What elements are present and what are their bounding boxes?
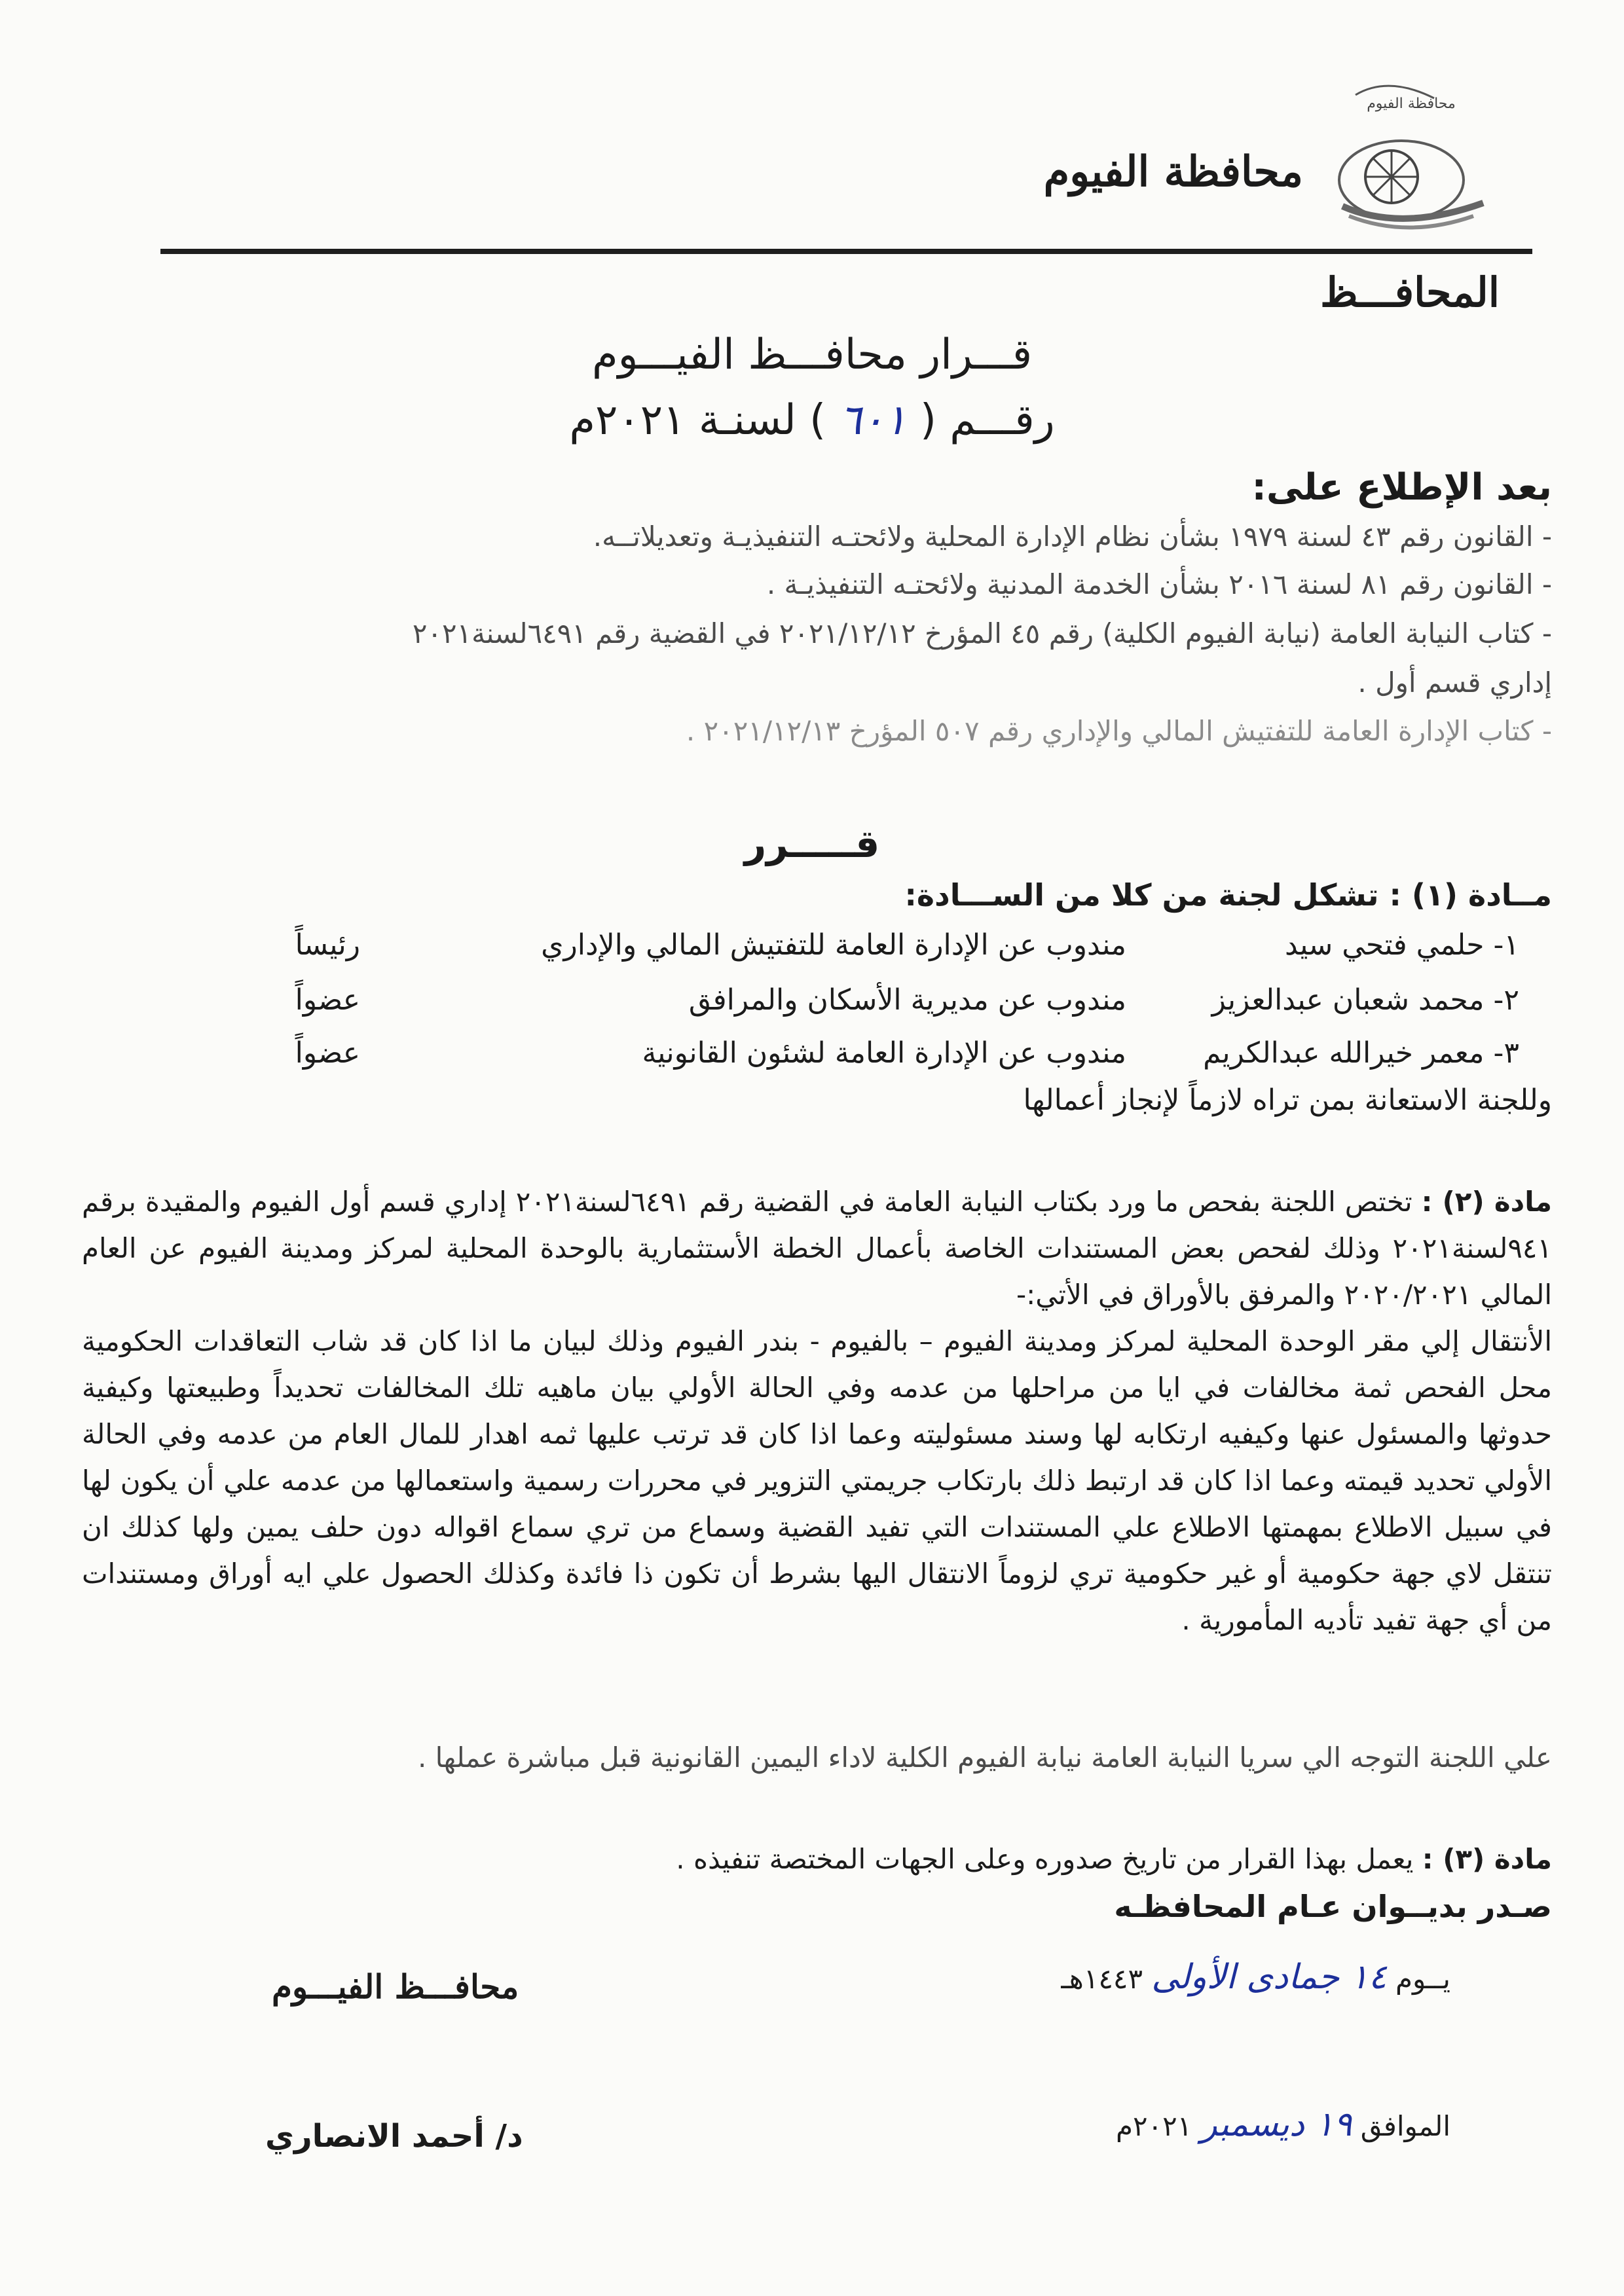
gregorian-date-year: ٢٠٢١م bbox=[1115, 2110, 1192, 2142]
decree-number-suffix: ) لسنـة ٢٠٢١م bbox=[569, 396, 826, 445]
header-divider bbox=[160, 249, 1532, 254]
waterwheel-logo-icon bbox=[1329, 69, 1490, 242]
article-2-label: مادة (٢) : bbox=[1421, 1186, 1552, 1218]
member-representation: مندوب عن مديرية الأسكان والمرافق bbox=[688, 983, 1126, 1017]
governorate-logo bbox=[1329, 69, 1490, 242]
committee-member bbox=[85, 928, 1552, 968]
hijri-date-year: ١٤٤٣هـ bbox=[1061, 1963, 1143, 1995]
svg-text:محافظة الفيوم: محافظة الفيوم bbox=[1367, 96, 1456, 112]
signature-title: محافـــظ الفيـــوم bbox=[272, 1967, 519, 2006]
issued-line: صـدر بديــوان عـام المحافظـه bbox=[1114, 1889, 1552, 1924]
article-2 bbox=[82, 1178, 1552, 1643]
article-2-intro-text: تختص اللجنة بفحص ما ورد بكتاب النيابة العامة في القضية رقم ٦٤٩١لسنة٢٠٢١ إداري قسم أول الفيوم والمقيدة برقم ٩٤١لسنة٢٠٢١ وذلك لفحص بعض المستندات الخاصة بأعمال الخطة الأستثمارية بالوحدة المحلية لمركز ومدينة الفيوم عن العام المالي ٢٠٢٠/٢٠٢١ والمرفق بالأوراق في الأتي:- bbox=[82, 1186, 1552, 1311]
office-label: المحافـــظ bbox=[1320, 268, 1500, 316]
member-name: ١- حلمي فتحي سيد bbox=[1285, 928, 1519, 962]
preamble-item: - كتاب الإدارة العامة للتفتيش المالي والإداري رقم ٥٠٧ المؤرخ ٢٠٢١/١٢/١٣ . bbox=[686, 715, 1552, 747]
member-role: رئيساً bbox=[295, 928, 360, 962]
article-1-note: وللجنة الاستعانة بمن تراه لازماً لإنجاز أعمالها bbox=[1023, 1084, 1552, 1117]
article-2-intro bbox=[82, 1178, 1552, 1318]
article-3 bbox=[676, 1843, 1552, 1875]
article-2-body: الأنتقال إلي مقر الوحدة المحلية لمركز ومدينة الفيوم – بالفيوم - بندر الفيوم وذلك لبيان ما اذا كان قد شاب التعاقدات الحكومية محل الفحص ثمة مخالفات في ايا من مراحلها من عدمه وفي الحالة الأولي بيان ماهيه تلك المخالفات تحديداً وطبيعتها وكيفية حدوثها والمسئول عنها وكيفيه ارتكابه لها وسند مسئوليته وعما اذا كان قد ترتب عليها ثمه اهدار للمال العام من عدمه وفي الحالة الأولي تحديد قيمته وعما اذا كان قد ارتبط ذلك بارتكاب جريمتي التزوير في محررات رسمية واستعمالها من عدمه علي أن يكون لها في سبيل الاطلاع بمهمتها الاطلاع علي المستندات التي تفيد القضية وسماع من تري سماع اقواله دون حلف يمين ولها كذلك ان تنتقل لاي جهة حكومية أو غير حكومية تري لزوماً الانتقال اليها بشرط أن تكون ذا فائدة وكذلك الحصول علي ايه أوراق ومستندات من أي جهة تفيد تأديه المأمورية . bbox=[82, 1325, 1552, 1636]
hijri-date-handwritten: ١٤ جمادى الأولى bbox=[1151, 1958, 1387, 1997]
member-name: ٢- محمد شعبان عبدالعزيز bbox=[1211, 983, 1519, 1017]
preamble-item: - كتاب النيابة العامة (نيابة الفيوم الكلية) رقم ٤٥ المؤرخ ٢٠٢١/١٢/١٢ في القضية رقم ٦٤٩١لسنة٢٠٢١ bbox=[412, 617, 1552, 649]
article-3-text: يعمل بهذا القرار من تاريخ صدوره وعلى الجهات المختصة تنفيذه . bbox=[676, 1843, 1414, 1875]
gregorian-date bbox=[1116, 2105, 1450, 2144]
gregorian-date-prefix: الموافق bbox=[1360, 2110, 1450, 2142]
gregorian-date-handwritten: ١٩ ديسمبر bbox=[1200, 2105, 1352, 2144]
hijri-date bbox=[1061, 1958, 1450, 1997]
signature-name: د/ أحمد الانصاري bbox=[265, 2118, 523, 2155]
committee-member bbox=[85, 983, 1552, 1023]
article-2-last-line: علي اللجنة التوجه الي سريا النيابة العامة نيابة الفيوم الكلية لاداء اليمين القانونية قبل مباشرة عملها . bbox=[417, 1741, 1552, 1774]
decree-number bbox=[0, 396, 1624, 445]
decided-heading: قـــــرر bbox=[744, 822, 880, 866]
decree-number-prefix: رقـــم ( bbox=[919, 396, 1055, 445]
member-name: ٣- معمر خيرالله عبدالكريم bbox=[1203, 1036, 1519, 1070]
decree-title: قـــرار محافـــظ الفيـــوم bbox=[591, 331, 1033, 379]
member-role: عضواً bbox=[295, 983, 360, 1017]
preamble-item: - القانون رقم ٨١ لسنة ٢٠١٦ بشأن الخدمة المدنية ولائحتـه التنفيذيـة . bbox=[766, 568, 1552, 600]
member-role: عضواً bbox=[295, 1036, 360, 1070]
article-3-label: مادة (٣) : bbox=[1422, 1843, 1552, 1875]
member-representation: مندوب عن الإدارة العامة للتفتيش المالي والإداري bbox=[541, 928, 1126, 962]
member-representation: مندوب عن الإدارة العامة لشئون القانونية bbox=[642, 1036, 1126, 1070]
hijri-date-prefix: يــوم bbox=[1395, 1963, 1450, 1995]
governorate-name: محافظة الفيوم bbox=[1043, 147, 1303, 196]
committee-member bbox=[85, 1036, 1552, 1076]
article-1-title: مــادة (١) : تشكل لجنة من كلا من الســـادة: bbox=[904, 877, 1552, 913]
preamble-heading: بعد الإطلاع على: bbox=[1251, 466, 1552, 509]
preamble-item: - القانون رقم ٤٣ لسنة ١٩٧٩ بشأن نظام الإدارة المحلية ولائحتـه التنفيذيـة وتعديلاتــه. bbox=[593, 520, 1552, 553]
preamble-item: إداري قسم أول . bbox=[1357, 666, 1552, 699]
decree-number-value: ٦٠١ bbox=[839, 396, 907, 445]
